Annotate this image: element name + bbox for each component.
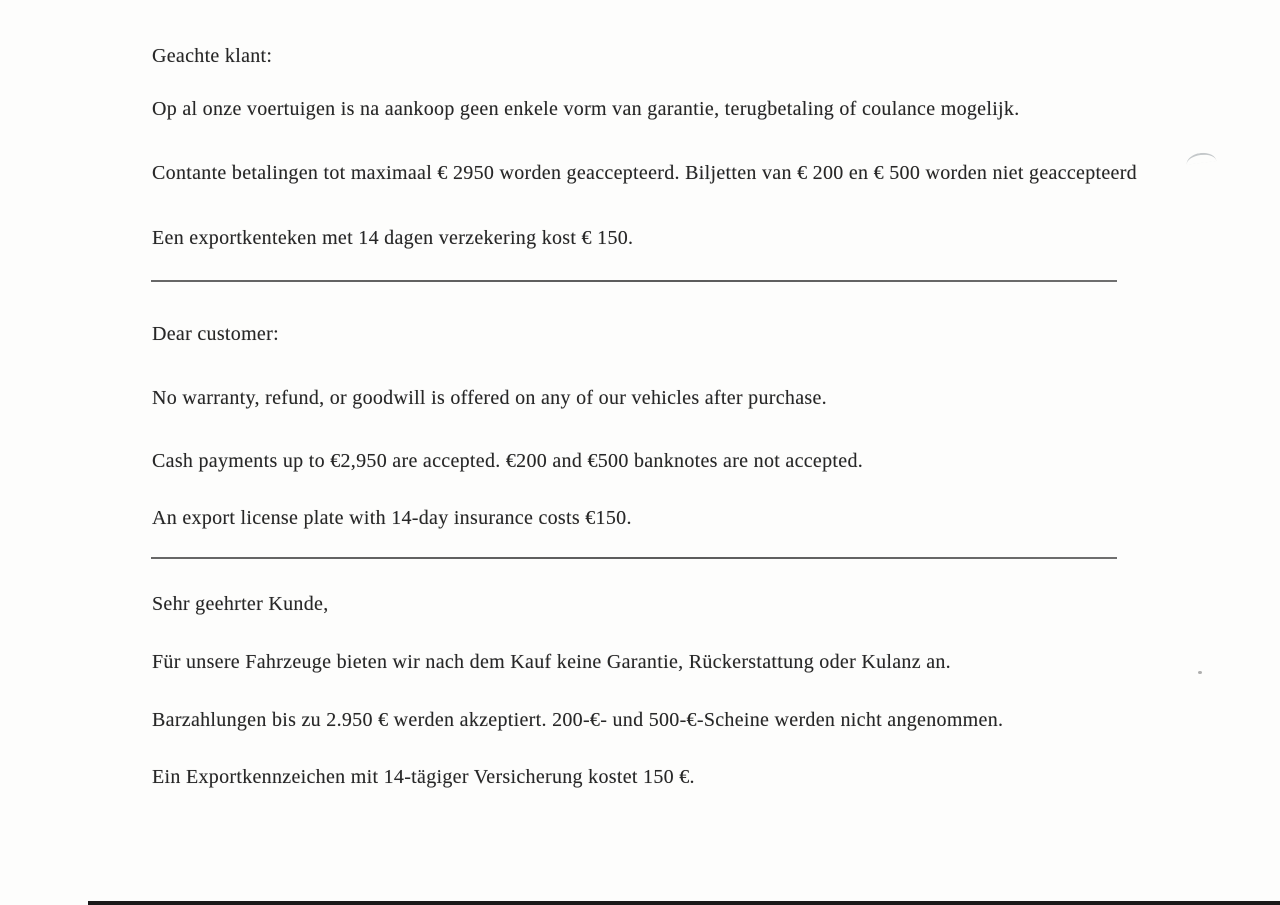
dutch-paragraph-warranty: Op al onze voertuigen is na aankoop geen enkele vorm van garantie, terugbetaling of coulance mogelijk. <box>152 98 1020 120</box>
dutch-greeting: Geachte klant: <box>152 45 273 67</box>
german-paragraph-export-plate: Ein Exportkennzeichen mit 14-tägiger Versicherung kostet 150 €. <box>152 766 695 788</box>
dutch-paragraph-cash: Contante betalingen tot maximaal € 2950 worden geaccepteerd. Biljetten van € 200 en € 500 worden niet geaccepteerd <box>152 162 1137 184</box>
german-paragraph-warranty: Für unsere Fahrzeuge bieten wir nach dem Kauf keine Garantie, Rückerstattung oder Kulanz an. <box>152 651 951 673</box>
english-greeting: Dear customer: <box>152 323 279 345</box>
german-greeting: Sehr geehrter Kunde, <box>152 593 329 615</box>
section-divider-2 <box>151 557 1117 559</box>
section-divider-1 <box>151 280 1117 282</box>
scan-edge-shadow <box>88 901 1280 905</box>
german-paragraph-cash: Barzahlungen bis zu 2.950 € werden akzeptiert. 200-€- und 500-€-Scheine werden nicht angenommen. <box>152 709 1004 731</box>
scan-speck <box>1198 671 1202 674</box>
dutch-paragraph-export-plate: Een exportkenteken met 14 dagen verzekering kost € 150. <box>152 227 634 249</box>
english-paragraph-warranty: No warranty, refund, or goodwill is offered on any of our vehicles after purchase. <box>152 387 827 409</box>
scan-pen-mark <box>1186 151 1217 165</box>
english-paragraph-cash: Cash payments up to €2,950 are accepted. €200 and €500 banknotes are not accepted. <box>152 450 864 472</box>
english-paragraph-export-plate: An export license plate with 14-day insurance costs €150. <box>152 507 632 529</box>
